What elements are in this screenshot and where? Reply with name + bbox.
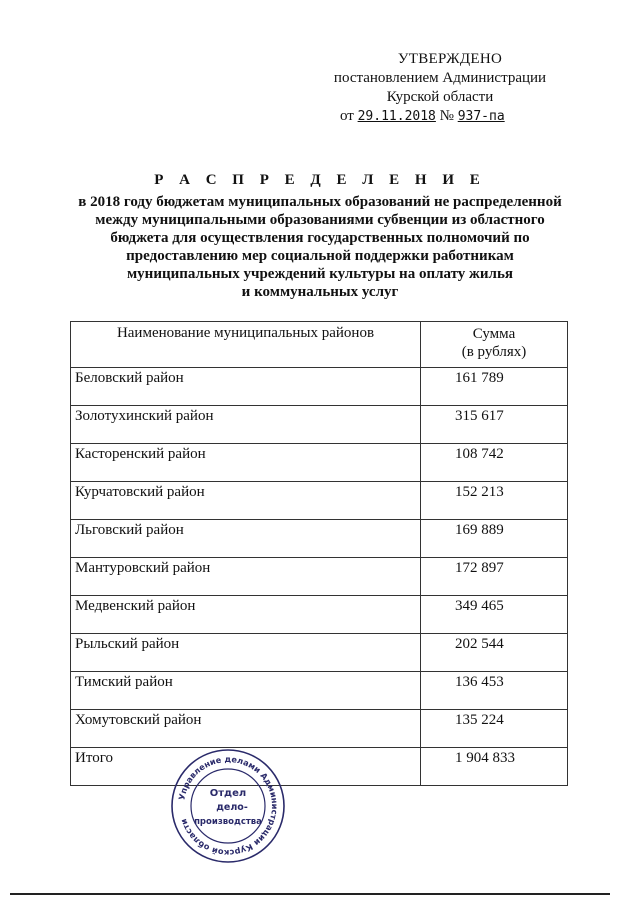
district-name: Хомутовский район [71, 710, 421, 748]
district-sum: 315 617 [421, 406, 568, 444]
approval-block [300, 50, 580, 126]
district-name: Медвенский район [71, 596, 421, 634]
subtitle-line: муниципальных учреждений культуры на оплату жилья [126, 266, 514, 282]
district-sum: 108 742 [421, 444, 568, 482]
number-prefix: № [439, 108, 454, 124]
district-name: Мантуровский район [71, 558, 421, 596]
approval-date-line [300, 107, 580, 126]
stamp-seal-icon [168, 746, 288, 866]
district-name: Курчатовский район [71, 482, 421, 520]
document-subtitle [50, 193, 590, 301]
subtitle-line: бюджета для осуществления государственных полномочий по [110, 230, 530, 246]
district-sum: 202 544 [421, 634, 568, 672]
total-sum: 1 904 833 [421, 748, 568, 786]
svg-text:Отдел: Отдел [209, 788, 247, 799]
subtitle-line: между муниципальными образованиями субвенции из областного [95, 212, 545, 228]
district-sum: 136 453 [421, 672, 568, 710]
svg-text:производства: производства [194, 817, 262, 827]
approval-line-3: Курской области [386, 89, 494, 105]
subtitle-line: в 2018 году бюджетам муниципальных образований не распределенной [78, 194, 562, 210]
header-name: Наименование муниципальных районов [71, 322, 421, 368]
header-sum-line-1: Сумма [472, 326, 516, 342]
table-total-row [71, 748, 568, 786]
district-name: Тимский район [71, 672, 421, 710]
subtitle-line: и коммунальных услуг [241, 284, 399, 300]
document-heading [50, 172, 590, 301]
table-row [71, 368, 568, 406]
header-sum [421, 322, 568, 368]
table-row [71, 482, 568, 520]
table-row [71, 406, 568, 444]
district-sum: 161 789 [421, 368, 568, 406]
distribution-table [70, 321, 568, 786]
document-title: Р А С П Р Е Д Е Л Е Н И Е [154, 172, 486, 188]
date-prefix: от [340, 108, 354, 124]
bottom-rule [10, 893, 610, 895]
header-sum-line-2: (в рублях) [461, 344, 527, 360]
approval-line-2: постановлением Администрации [333, 70, 547, 86]
approval-title: УТВЕРЖДЕНО [397, 51, 503, 67]
table-row [71, 596, 568, 634]
svg-text:дело-: дело- [216, 802, 248, 813]
district-name: Золотухинский район [71, 406, 421, 444]
table-row [71, 444, 568, 482]
district-name: Льговский район [71, 520, 421, 558]
district-name: Беловский район [71, 368, 421, 406]
approval-date: 29.11.2018 [357, 109, 436, 124]
table-header-row [71, 322, 568, 368]
district-sum: 152 213 [421, 482, 568, 520]
district-name: Касторенский район [71, 444, 421, 482]
district-sum: 172 897 [421, 558, 568, 596]
district-sum: 349 465 [421, 596, 568, 634]
district-sum: 135 224 [421, 710, 568, 748]
subtitle-line: предоставлению мер социальной поддержки работникам [126, 248, 514, 264]
svg-text:Управление делами Администраци: Управление делами Администрации Курской области [176, 753, 281, 859]
approval-number: 937-па [457, 109, 505, 124]
table-row [71, 672, 568, 710]
table-row [71, 710, 568, 748]
table-row [71, 634, 568, 672]
table-row [71, 558, 568, 596]
district-name: Рыльский район [71, 634, 421, 672]
total-label: Итого [71, 748, 421, 786]
table-row [71, 520, 568, 558]
district-sum: 169 889 [421, 520, 568, 558]
office-stamp [168, 746, 288, 866]
